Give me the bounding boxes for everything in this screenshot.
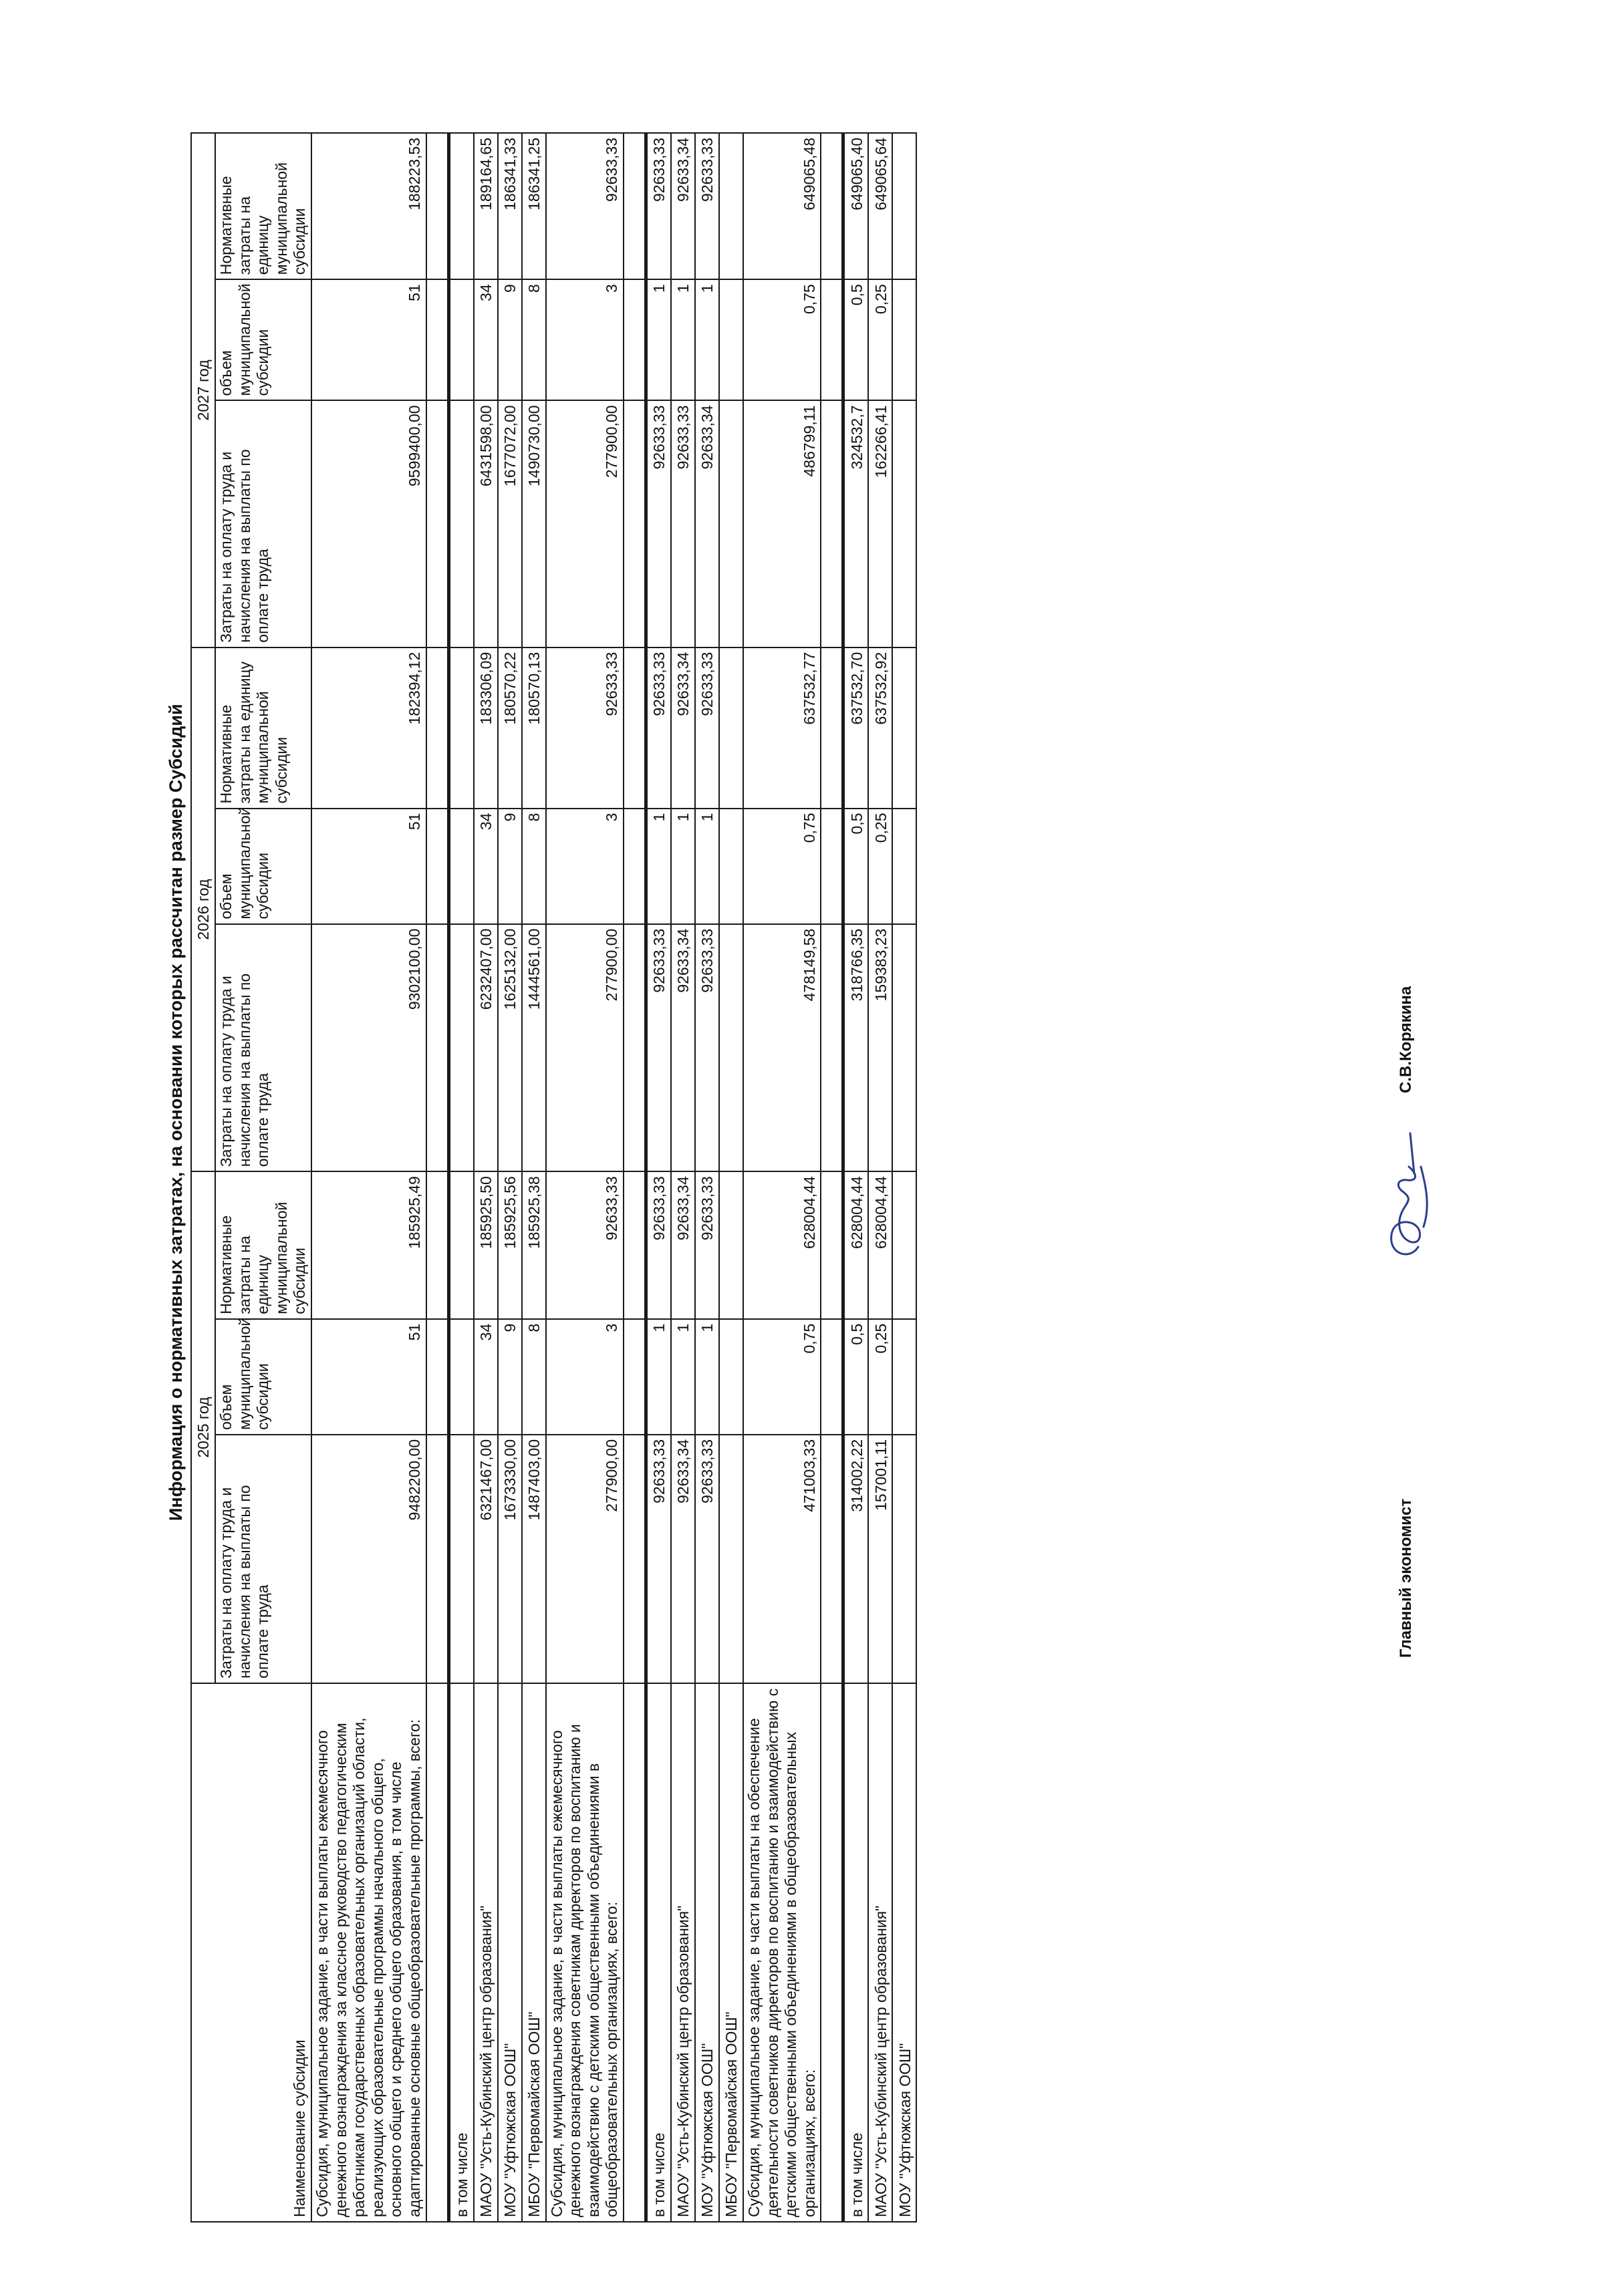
- table-row: [311, 133, 426, 2222]
- subsidy-name-cell: МОУ "Уфтюжская ООШ": [695, 1683, 719, 2222]
- col-header: объем муниципальной субсидии: [215, 279, 311, 400]
- value-cell: 92633,34: [671, 1435, 695, 1683]
- table-row: [624, 133, 646, 2222]
- value-cell: 0,75: [743, 279, 821, 400]
- table-row: [868, 133, 892, 2222]
- year-2025-header: 2025 год: [191, 1171, 215, 1683]
- value-cell: 1: [646, 809, 671, 924]
- value-cell: [719, 809, 743, 924]
- value-cell: 92633,33: [646, 133, 671, 279]
- value-cell: [426, 1435, 449, 1683]
- value-cell: 92633,33: [546, 648, 624, 809]
- value-cell: [624, 400, 646, 647]
- value-cell: 9: [498, 1319, 522, 1435]
- value-cell: 51: [311, 809, 426, 924]
- value-cell: [892, 648, 916, 809]
- value-cell: [426, 809, 449, 924]
- value-cell: 185925,38: [522, 1171, 546, 1319]
- table-row: [522, 133, 546, 2222]
- value-cell: [821, 400, 843, 647]
- value-cell: 92633,33: [646, 400, 671, 647]
- subsidy-name-cell: МОУ "Уфтюжская ООШ": [498, 1683, 522, 2222]
- value-cell: [448, 133, 474, 279]
- value-cell: 6431598,00: [474, 400, 498, 647]
- value-cell: 1: [671, 279, 695, 400]
- value-cell: 159383,23: [868, 924, 892, 1172]
- value-cell: 34: [474, 1319, 498, 1435]
- value-cell: 92633,33: [695, 924, 719, 1172]
- col-header: Нормативные затраты на единицу муниципальной субсидии: [215, 648, 311, 809]
- value-cell: [821, 133, 843, 279]
- value-cell: 277900,00: [546, 400, 624, 647]
- value-cell: 0,25: [868, 1319, 892, 1435]
- subsidy-name-cell: МАОУ "Усть-Кубинский центр образования": [868, 1683, 892, 2222]
- value-cell: 628004,44: [743, 1171, 821, 1319]
- value-cell: 51: [311, 279, 426, 400]
- value-cell: [624, 648, 646, 809]
- value-cell: 8: [522, 1319, 546, 1435]
- value-cell: 1: [695, 1319, 719, 1435]
- value-cell: [719, 1319, 743, 1435]
- value-cell: [719, 1171, 743, 1319]
- signature-image: [1377, 1120, 1437, 1267]
- table-row: [821, 133, 843, 2222]
- value-cell: 92633,34: [671, 133, 695, 279]
- table-row: [498, 133, 522, 2222]
- table-row: [448, 133, 474, 2222]
- col-header: Затраты на оплату труда и начисления на выплаты по оплате труда: [215, 1435, 311, 1683]
- subsidy-name-cell: Субсидия, муниципальное задание, в части выплаты ежемесячного денежного вознаграждения за классное руководство педагогическим работникам государственных образовательных организаций области, реализующих образовательные программы начального общего, основного общего и среднего общего образования, в том числе адаптированные основные общеобразовательные программы, всего:: [311, 1683, 426, 2222]
- table-body: [311, 133, 916, 2222]
- value-cell: 51: [311, 1319, 426, 1435]
- table-row: [646, 133, 671, 2222]
- table-row: [719, 133, 743, 2222]
- value-cell: 92633,33: [695, 133, 719, 279]
- value-cell: 92633,34: [671, 648, 695, 809]
- value-cell: 0,25: [868, 809, 892, 924]
- value-cell: [624, 279, 646, 400]
- value-cell: [624, 133, 646, 279]
- value-cell: [624, 809, 646, 924]
- value-cell: 92633,34: [671, 924, 695, 1172]
- subsidy-name-cell: МБОУ "Первомайская ООШ": [522, 1683, 546, 2222]
- col-header: Затраты на оплату труда и начисления на выплаты по оплате труда: [215, 400, 311, 647]
- signatory-position: Главный экономист: [1397, 1498, 1415, 1658]
- value-cell: 1: [671, 809, 695, 924]
- subsidy-name-cell: Субсидия, муниципальное задание, в части выплаты на обеспечение деятельности советников директоров по воспитанию и взаимодействию с детскими общественными объединениями в общеобразовательных организациях, всего:: [743, 1683, 821, 2222]
- value-cell: 92633,33: [695, 1171, 719, 1319]
- value-cell: 180570,13: [522, 648, 546, 809]
- value-cell: 318766,35: [843, 924, 869, 1172]
- value-cell: [892, 809, 916, 924]
- value-cell: 0,75: [743, 1319, 821, 1435]
- value-cell: 188223,53: [311, 133, 426, 279]
- value-cell: 649065,64: [868, 133, 892, 279]
- value-cell: 9482200,00: [311, 1435, 426, 1683]
- value-cell: [719, 1435, 743, 1683]
- value-cell: [426, 924, 449, 1172]
- value-cell: 8: [522, 279, 546, 400]
- value-cell: 324532,7: [843, 400, 869, 647]
- value-cell: 3: [546, 809, 624, 924]
- value-cell: 185925,50: [474, 1171, 498, 1319]
- col-header: Нормативные затраты на единицу муниципальной субсидии: [215, 133, 311, 279]
- value-cell: 0,25: [868, 279, 892, 400]
- value-cell: [426, 1171, 449, 1319]
- subsidy-name-cell: в том числе: [646, 1683, 671, 2222]
- value-cell: [821, 1435, 843, 1683]
- value-cell: 8: [522, 809, 546, 924]
- value-cell: 1625132,00: [498, 924, 522, 1172]
- subsidy-name-cell: МОУ "Уфтюжская ООШ": [892, 1683, 916, 2222]
- value-cell: [719, 400, 743, 647]
- value-cell: [448, 1435, 474, 1683]
- subsidy-name-cell: МБОУ "Первомайская ООШ": [719, 1683, 743, 2222]
- value-cell: [821, 1319, 843, 1435]
- value-cell: 34: [474, 279, 498, 400]
- value-cell: 1487403,00: [522, 1435, 546, 1683]
- value-cell: [448, 809, 474, 924]
- value-cell: 9302100,00: [311, 924, 426, 1172]
- document-title: Информация о нормативных затратах, на основании которых рассчитан размер Субсидий: [166, 704, 186, 1521]
- value-cell: 637532,70: [843, 648, 869, 809]
- signatory-name: С.В.Корякина: [1397, 986, 1415, 1093]
- name-header: Наименование субсидии: [191, 1683, 311, 2222]
- value-cell: [821, 1171, 843, 1319]
- value-cell: 277900,00: [546, 924, 624, 1172]
- value-cell: 6321467,00: [474, 1435, 498, 1683]
- table-row: [671, 133, 695, 2222]
- value-cell: 0,5: [843, 809, 869, 924]
- col-header: объем муниципальной субсидии: [215, 809, 311, 924]
- subsidy-name-cell: в том числе: [448, 1683, 474, 2222]
- subsidy-name-cell: МАОУ "Усть-Кубинский центр образования": [474, 1683, 498, 2222]
- year-2027-header: 2027 год: [191, 133, 215, 648]
- value-cell: 649065,48: [743, 133, 821, 279]
- value-cell: 92633,34: [695, 400, 719, 647]
- value-cell: 189164,65: [474, 133, 498, 279]
- value-cell: [426, 648, 449, 809]
- value-cell: 1: [646, 1319, 671, 1435]
- value-cell: [821, 648, 843, 809]
- value-cell: 9: [498, 809, 522, 924]
- value-cell: [624, 924, 646, 1172]
- table-row: [892, 133, 916, 2222]
- value-cell: [892, 1171, 916, 1319]
- value-cell: 486799,11: [743, 400, 821, 647]
- subsidy-name-cell: Субсидия, муниципальное задание, в части выплаты ежемесячного денежного вознаграждения советникам директоров по воспитанию и взаимодействию с детскими общественными объединениями в общеобразовательных организациях, всего:: [546, 1683, 624, 2222]
- value-cell: [448, 924, 474, 1172]
- value-cell: 185925,49: [311, 1171, 426, 1319]
- value-cell: 34: [474, 809, 498, 924]
- value-cell: [892, 400, 916, 647]
- value-cell: [892, 279, 916, 400]
- table-row: [843, 133, 869, 2222]
- value-cell: 649065,40: [843, 133, 869, 279]
- value-cell: 3: [546, 1319, 624, 1435]
- value-cell: 182394,12: [311, 648, 426, 809]
- value-cell: 162266,41: [868, 400, 892, 647]
- value-cell: [448, 1319, 474, 1435]
- value-cell: 92633,33: [695, 1435, 719, 1683]
- value-cell: 92633,33: [695, 648, 719, 809]
- value-cell: [448, 1171, 474, 1319]
- value-cell: [821, 809, 843, 924]
- value-cell: 92633,34: [671, 1171, 695, 1319]
- value-cell: [624, 1319, 646, 1435]
- value-cell: [426, 279, 449, 400]
- value-cell: [426, 1319, 449, 1435]
- value-cell: 180570,22: [498, 648, 522, 809]
- value-cell: [719, 648, 743, 809]
- value-cell: [892, 924, 916, 1172]
- subsidy-name-cell: [426, 1683, 449, 2222]
- subsidy-name-cell: [624, 1683, 646, 2222]
- subsidy-table: [190, 132, 917, 2222]
- value-cell: 1673330,00: [498, 1435, 522, 1683]
- col-header: Затраты на оплату труда и начисления на выплаты по оплате труда: [215, 924, 311, 1172]
- value-cell: 92633,33: [646, 648, 671, 809]
- subsidy-name-cell: в том числе: [843, 1683, 869, 2222]
- col-header: Нормативные затраты на единицу муниципальной субсидии: [215, 1171, 311, 1319]
- value-cell: 9: [498, 279, 522, 400]
- value-cell: 471003,33: [743, 1435, 821, 1683]
- value-cell: [892, 1435, 916, 1683]
- value-cell: 1677072,00: [498, 400, 522, 647]
- value-cell: [426, 400, 449, 647]
- value-cell: 1444561,00: [522, 924, 546, 1172]
- value-cell: [892, 133, 916, 279]
- value-cell: 186341,33: [498, 133, 522, 279]
- value-cell: 92633,33: [671, 400, 695, 647]
- table-row: [546, 133, 624, 2222]
- table-row: [474, 133, 498, 2222]
- value-cell: [448, 648, 474, 809]
- value-cell: 628004,44: [868, 1171, 892, 1319]
- table-row: [743, 133, 821, 2222]
- value-cell: 1: [671, 1319, 695, 1435]
- value-cell: 92633,33: [646, 924, 671, 1172]
- value-cell: [448, 400, 474, 647]
- value-cell: [821, 924, 843, 1172]
- value-cell: [426, 133, 449, 279]
- value-cell: 92633,33: [546, 133, 624, 279]
- value-cell: 92633,33: [646, 1171, 671, 1319]
- value-cell: 478149,58: [743, 924, 821, 1172]
- value-cell: 9599400,00: [311, 400, 426, 647]
- value-cell: 183306,09: [474, 648, 498, 809]
- value-cell: 92633,33: [646, 1435, 671, 1683]
- value-cell: 0,5: [843, 1319, 869, 1435]
- value-cell: 0,5: [843, 279, 869, 400]
- value-cell: [448, 279, 474, 400]
- value-cell: [719, 279, 743, 400]
- value-cell: 314002,22: [843, 1435, 869, 1683]
- value-cell: 3: [546, 279, 624, 400]
- value-cell: 277900,00: [546, 1435, 624, 1683]
- value-cell: 637532,77: [743, 648, 821, 809]
- col-header: объем муниципальной субсидии: [215, 1319, 311, 1435]
- value-cell: 1: [695, 809, 719, 924]
- table-row: [426, 133, 449, 2222]
- value-cell: 0,75: [743, 809, 821, 924]
- value-cell: 1490730,00: [522, 400, 546, 647]
- subsidy-name-cell: [821, 1683, 843, 2222]
- value-cell: 157001,11: [868, 1435, 892, 1683]
- table-row: [695, 133, 719, 2222]
- value-cell: 637532,92: [868, 648, 892, 809]
- value-cell: [821, 279, 843, 400]
- value-cell: 1: [646, 279, 671, 400]
- value-cell: 186341,25: [522, 133, 546, 279]
- value-cell: [624, 1171, 646, 1319]
- value-cell: [719, 924, 743, 1172]
- year-2026-header: 2026 год: [191, 648, 215, 1172]
- value-cell: 185925,56: [498, 1171, 522, 1319]
- value-cell: [892, 1319, 916, 1435]
- value-cell: [624, 1435, 646, 1683]
- value-cell: [719, 133, 743, 279]
- value-cell: 92633,33: [546, 1171, 624, 1319]
- subsidy-name-cell: МАОУ "Усть-Кубинский центр образования": [671, 1683, 695, 2222]
- value-cell: 1: [695, 279, 719, 400]
- value-cell: 628004,44: [843, 1171, 869, 1319]
- value-cell: 6232407,00: [474, 924, 498, 1172]
